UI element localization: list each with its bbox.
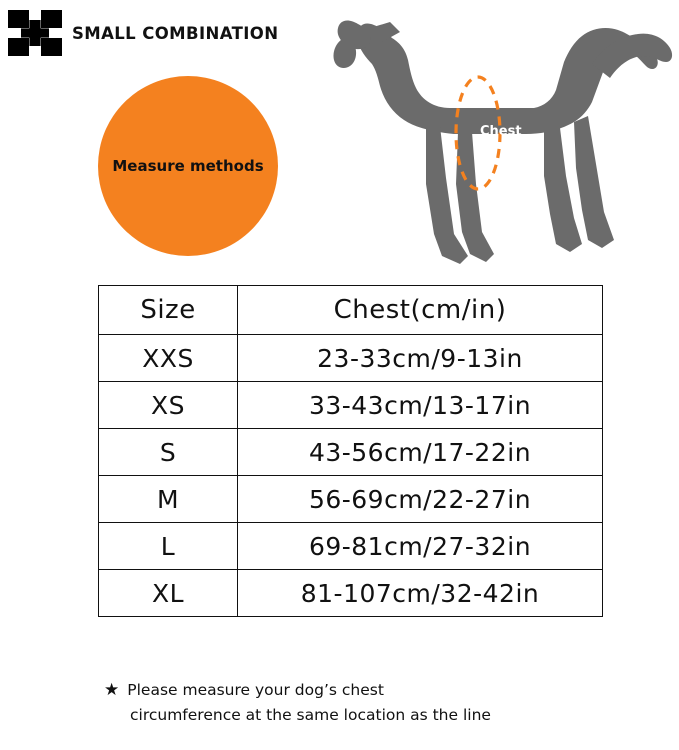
measure-methods-label: Measure methods: [112, 157, 264, 175]
cell-chest: 43-56cm/17-22in: [238, 429, 603, 476]
cell-size: XL: [99, 570, 238, 617]
brand-header: [8, 10, 278, 56]
cell-chest: 33-43cm/13-17in: [238, 382, 603, 429]
cell-size: XXS: [99, 335, 238, 382]
chest-label: Chest: [480, 124, 522, 139]
cell-chest: 81-107cm/32-42in: [238, 570, 603, 617]
header-chest: Chest(cm/in): [238, 286, 603, 335]
brand-name: SMALL COMBINATION: [72, 23, 279, 43]
table-row: [99, 570, 603, 617]
table-row: [99, 382, 603, 429]
table-header-row: [99, 286, 603, 335]
cell-size: L: [99, 523, 238, 570]
cell-size: S: [99, 429, 238, 476]
cell-size: M: [99, 476, 238, 523]
measure-methods-badge: [98, 76, 278, 256]
note-line-1: [104, 678, 644, 703]
table-row: [99, 429, 603, 476]
table-row: [99, 476, 603, 523]
table-row: [99, 523, 603, 570]
dog-illustration: [330, 8, 675, 273]
four-squares-cross-logo-icon: [8, 10, 62, 56]
cell-size: XS: [99, 382, 238, 429]
star-icon: ★: [104, 680, 120, 700]
cell-chest: 69-81cm/27-32in: [238, 523, 603, 570]
header-size: Size: [99, 286, 238, 335]
size-chart-table: [98, 285, 603, 617]
cell-chest: 56-69cm/22-27in: [238, 476, 603, 523]
cell-chest: 23-33cm/9-13in: [238, 335, 603, 382]
note-text-1: Please measure your dog’s chest: [127, 681, 384, 699]
table-row: [99, 335, 603, 382]
dog-silhouette-icon: [333, 21, 672, 264]
measure-note: [104, 678, 644, 727]
note-text-2: circumference at the same location as the line: [130, 705, 491, 724]
note-line-2: [104, 703, 644, 727]
